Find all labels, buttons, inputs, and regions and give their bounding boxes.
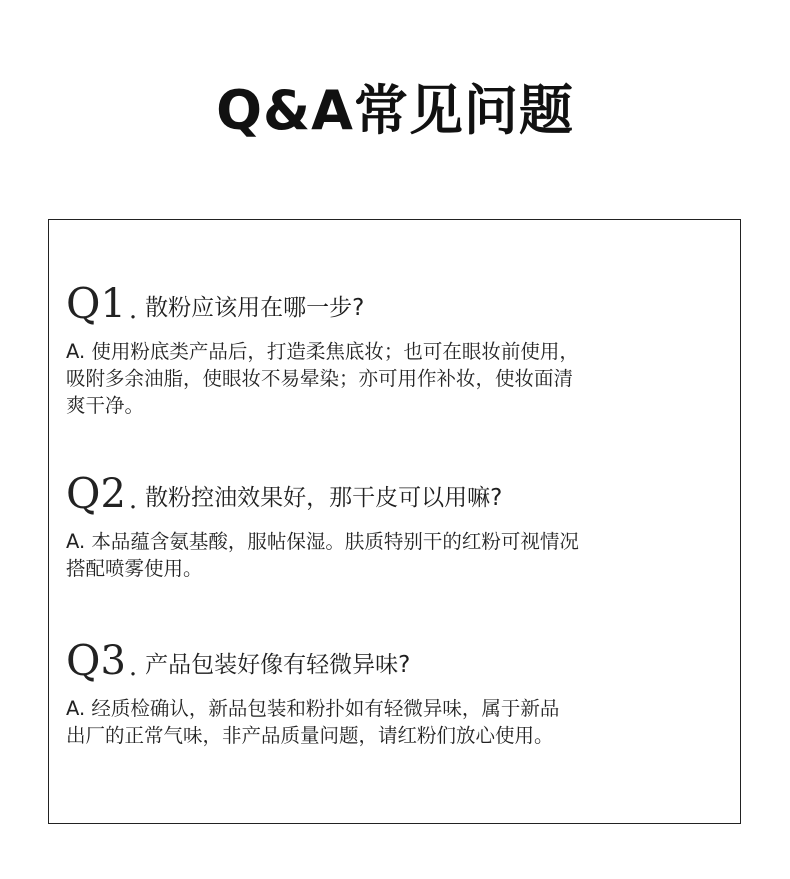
- question-number: 1: [100, 281, 126, 327]
- answer-line: 出厂的正常气味，非产品质量问题，请红粉们放心使用。: [66, 724, 554, 747]
- question-dot: .: [128, 485, 138, 515]
- faq-item: [66, 468, 666, 582]
- question-text: 散粉控油效果好，那干皮可以用嘛?: [145, 485, 503, 511]
- question-letter: Q: [66, 469, 99, 518]
- answer-line: A. 经质检确认，新品包装和粉扑如有轻微异味，属于新品: [66, 697, 560, 720]
- answer-line: 搭配喷雾使用。: [66, 557, 203, 580]
- question-number: 3: [100, 638, 126, 684]
- faq-item: [66, 635, 666, 749]
- question-letter: Q: [66, 636, 99, 685]
- answer-line: 爽干净。: [66, 394, 145, 417]
- page-title: Q&A常见问题: [216, 79, 574, 142]
- question-number: 2: [100, 471, 126, 517]
- question-dot: .: [128, 652, 138, 682]
- question: [66, 468, 666, 516]
- question-text: 产品包装好像有轻微异味?: [145, 652, 411, 678]
- answer-line: A. 使用粉底类产品后，打造柔焦底妆；也可在眼妆前使用，: [66, 340, 579, 363]
- question: [66, 635, 666, 683]
- answer: [66, 695, 646, 749]
- answer-line: 吸附多余油脂，使眼妆不易晕染；亦可用作补妆，使妆面清: [66, 367, 574, 390]
- answer-line: A. 本品蕴含氨基酸，服帖保湿。肤质特别干的红粉可视情况: [66, 530, 579, 553]
- question-text: 散粉应该用在哪一步?: [145, 295, 365, 321]
- question-letter: Q: [66, 279, 99, 328]
- answer: [66, 338, 646, 419]
- question: [66, 278, 666, 326]
- faq-item: [66, 278, 666, 419]
- answer: [66, 528, 646, 582]
- question-dot: .: [128, 295, 138, 325]
